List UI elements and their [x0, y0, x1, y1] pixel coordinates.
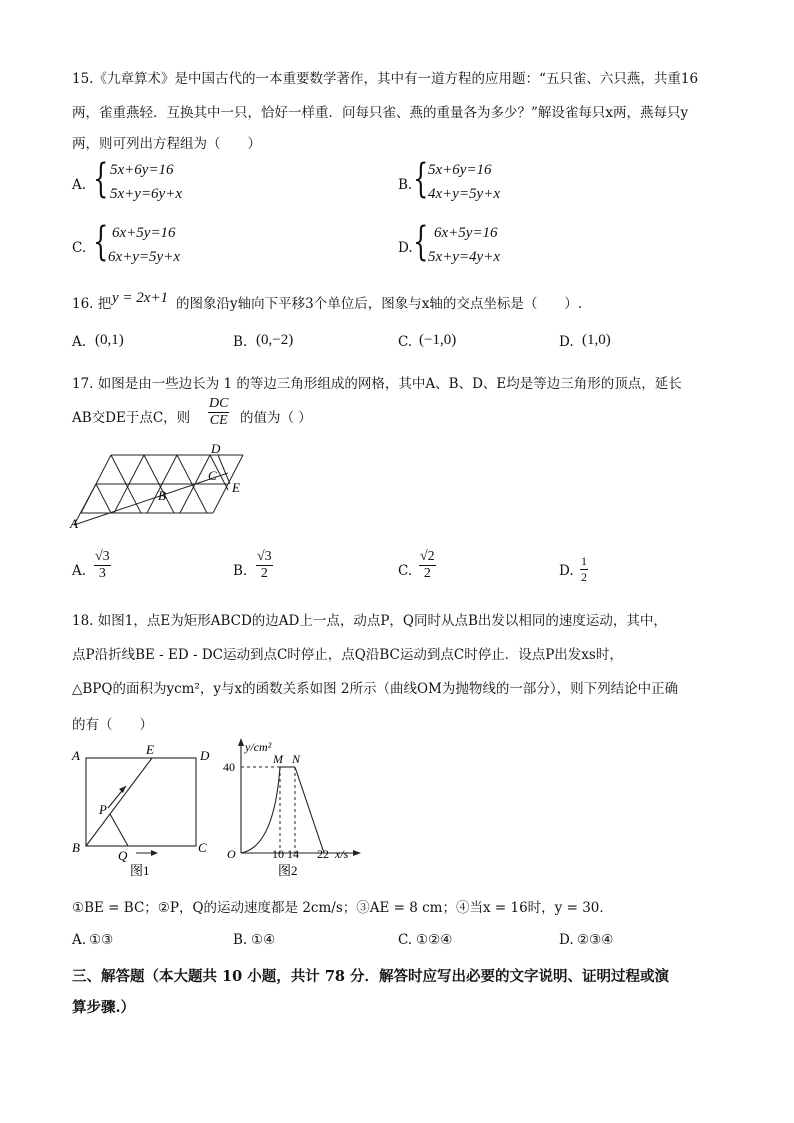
q18-figure1-rectangle: [66, 740, 226, 880]
q15-option-c-label: C.: [72, 240, 87, 256]
fig2-xlabel: x/s: [335, 847, 349, 861]
fig2-ylabel: y/cm²: [245, 740, 272, 754]
fig2-origin-o: O: [227, 847, 236, 861]
q18-stem-line1: 18. 如图1，点E为矩形ABCD的边AD上一点，动点P，Q同时从点B出发以相同的速度运动，其中，: [72, 613, 667, 629]
fig1-label-c: C: [198, 840, 207, 855]
q16-option-a-label: A.: [72, 334, 87, 350]
q15-stem-line1: 15.《九章算术》是中国古代的一本重要数学著作，其中有一道方程的应用题：“五只雀、六只燕，共重16: [72, 71, 699, 87]
q17-option-a-label: A.: [72, 563, 87, 579]
q17-label-c: C: [208, 468, 217, 483]
fig2-x-tick-22: 22: [317, 847, 329, 861]
fig1-label-a: A: [72, 748, 80, 763]
q17-option-b-label: B.: [233, 563, 248, 579]
q17-stem-line1: 17. 如图是由一些边长为 1 的等边三角形组成的网格，其中A、B、D、E均是等边三角形的顶点，延长: [72, 376, 682, 392]
q15-stem-line3: 两，则可列出方程组为（ ）: [72, 136, 261, 152]
q17-option-c-num: √2: [420, 549, 435, 564]
fig1-label-b: B: [72, 840, 80, 855]
q15-option-b-label: B.: [398, 177, 413, 193]
q15-option-a-eq1: 5x+6y=16: [110, 162, 174, 178]
q18-option-a-label: A.: [72, 932, 87, 948]
q18-option-b-value: ①④: [251, 932, 276, 948]
q18-option-a-value: ①③: [89, 932, 114, 948]
q16-option-c-label: C.: [398, 334, 413, 350]
q15-option-d-eq1: 6x+5y=16: [434, 225, 498, 241]
q17-label-e: E: [232, 480, 240, 495]
q17-triangle-grid-figure: [66, 440, 256, 532]
q17-option-a-den: 3: [98, 566, 106, 581]
q15-option-c-eq1: 6x+5y=16: [112, 225, 176, 241]
q16-option-c-value: (−1,0): [419, 332, 457, 348]
q17-label-b: B: [158, 488, 166, 503]
q17-option-a-num: √3: [95, 549, 110, 564]
q16-function: y = 2x+1: [112, 290, 169, 306]
q15-option-d-eq2: 5x+y=4y+x: [428, 249, 500, 265]
fig2-x-tick-10: 10: [272, 847, 284, 861]
q17-option-b-den: 2: [260, 566, 268, 581]
fig2-caption: 图2: [278, 863, 298, 878]
q15-stem-line2: 两，雀重燕轻．互换其中一只，恰好一样重．问每只雀、燕的重量各为多少？”解设雀每只x两，燕每只y: [72, 105, 689, 121]
q18-stem-line4: 的有（ ）: [72, 717, 153, 733]
q15-option-d-label: D.: [398, 240, 413, 256]
q18-figure2-graph: [216, 735, 366, 880]
q15-option-c-eq2: 6x+y=5y+x: [108, 249, 180, 265]
q17-option-d-label: D.: [559, 563, 574, 579]
q18-option-c-label: C.: [398, 932, 413, 948]
q16-option-d-label: D.: [559, 334, 574, 350]
q18-statements: ①BE = BC；②P，Q的运动速度都是 2cm/s；③AE = 8 cm；④当x = 16时，y = 30．: [72, 900, 613, 916]
q17-option-d-fraction: [580, 554, 588, 585]
q17-ratio-denominator: CE: [209, 413, 228, 428]
q16-stem-a: 16. 把: [72, 296, 112, 312]
fig2-label-m: M: [273, 752, 283, 766]
q18-option-d-value: ②③④: [577, 932, 614, 948]
fig1-caption: 图1: [130, 863, 150, 878]
q15-option-b-eq2: 4x+y=5y+x: [428, 186, 500, 202]
q18-stem-line3: △BPQ的面积为ycm²，y与x的函数关系如图 2所示（曲线OM为抛物线的一部分），则下列结论中正确: [72, 681, 679, 697]
q16-option-a-value: (0,1): [95, 332, 124, 348]
q17-option-c-label: C.: [398, 563, 413, 579]
q17-option-c-fraction: [419, 549, 436, 582]
fig2-x-tick-14: 14: [287, 847, 299, 861]
q17-option-c-den: 2: [423, 566, 431, 581]
q17-option-b-num: √3: [257, 549, 272, 564]
q17-option-b-fraction: [256, 549, 273, 582]
q17-label-d: D: [211, 441, 221, 456]
fig2-label-n: N: [292, 752, 301, 766]
section3-heading-line1: 三、解答题（本大题共 10 小题，共计 78 分．解答时应写出必要的文字说明、证明过程或演: [72, 968, 670, 985]
q17-option-a-fraction: [94, 549, 111, 582]
q16-option-b-value: (0,−2): [256, 332, 294, 348]
q17-stem-line2-a: AB交DE于点C，则: [72, 410, 191, 426]
q16-option-b-label: B.: [233, 334, 248, 350]
q18-option-b-label: B.: [233, 932, 248, 948]
q17-ratio-numerator: DC: [209, 396, 229, 411]
fig1-label-p: P: [99, 802, 107, 817]
q17-option-d-den: 2: [581, 570, 587, 584]
q15-option-a-eq2: 5x+y=6y+x: [110, 186, 182, 202]
fig1-label-d: D: [200, 748, 210, 763]
q17-option-d-num: 1: [581, 554, 587, 568]
q18-option-c-value: ①②④: [416, 932, 453, 948]
q15-option-b-eq1: 5x+6y=16: [428, 162, 492, 178]
fig1-label-e: E: [146, 742, 154, 757]
q17-label-a: A: [70, 516, 78, 531]
q16-stem-b: 的图象沿y轴向下平移3个单位后，图象与x轴的交点坐标是（ ）.: [176, 296, 583, 312]
q17-stem-line2-b: 的值为（ ）: [240, 410, 312, 426]
q18-stem-line2: 点P沿折线BE - ED - DC运动到点C时停止，点Q沿BC运动到点C时停止．设点P出发xs时，: [72, 647, 623, 663]
section3-heading-line2: 算步骤.）: [72, 999, 136, 1016]
fig2-y-tick-40: 40: [223, 760, 235, 774]
q15-option-a-label: A.: [72, 177, 87, 193]
fig1-label-q: Q: [118, 848, 128, 863]
q16-option-d-value: (1,0): [582, 332, 611, 348]
q18-option-d-label: D.: [559, 932, 574, 948]
q17-ratio-fraction: [208, 396, 229, 429]
